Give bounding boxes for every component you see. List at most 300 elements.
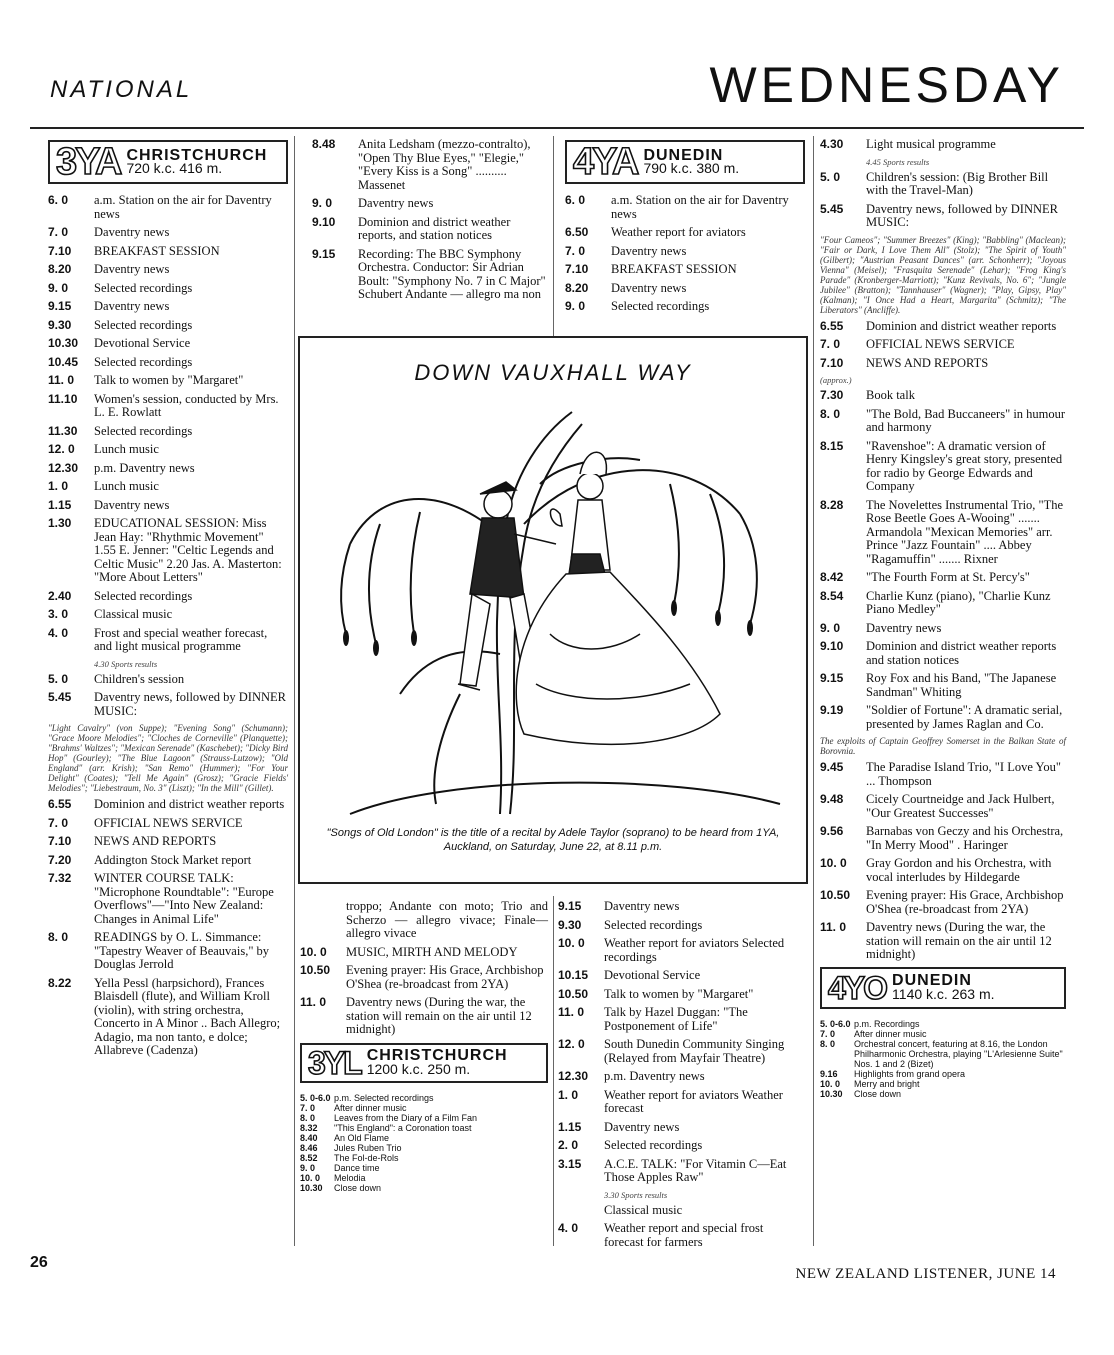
- illustration-title: DOWN VAUXHALL WAY: [414, 360, 692, 385]
- schedule-time: 7. 0: [300, 1102, 316, 1113]
- schedule-text: Weather report for aviators Selected recordings: [604, 936, 785, 964]
- station-box-4ya: [565, 140, 805, 184]
- schedule-entry: [565, 300, 805, 314]
- schedule-entry: [300, 1103, 548, 1113]
- schedule-entry: [820, 825, 1066, 852]
- station-frequency: 720 k.c. 416 m.: [126, 160, 223, 176]
- schedule-text: Evening prayer: His Grace, Archbishop O'Shea (re-broadcast from 2YA): [346, 963, 544, 991]
- schedule-list: [300, 946, 548, 1037]
- schedule-text: Lunch music: [94, 442, 159, 456]
- schedule-text: Leaves from the Diary of a Film Fan: [334, 1112, 478, 1123]
- illustration-box: [298, 336, 808, 884]
- schedule-text: Barnabas von Geczy and his Orchestra, "In Merry Mood" . Haringer: [866, 824, 1064, 852]
- schedule-entry: [820, 571, 1066, 585]
- schedule-time: 4. 0: [48, 625, 69, 640]
- schedule-entry: [300, 1143, 548, 1153]
- schedule-time: 7.10: [48, 834, 72, 848]
- schedule-text: The Novelettes Instrumental Trio, "The Rose Beetle Goes A-Wooing" ....... Armandola "Mexican Memories" arr. Prince "Jazz Fountain" .... Abbey "Ragamuffin" ....... Rixner: [866, 497, 1064, 566]
- schedule-time: 1.15: [558, 1119, 582, 1134]
- schedule-time: 10.45: [48, 354, 79, 369]
- schedule-time: 10. 0: [558, 936, 585, 950]
- schedule-list: [820, 320, 1066, 732]
- schedule-time: 9. 0: [312, 196, 333, 210]
- schedule-time: 8.20: [565, 280, 589, 295]
- schedule-text: Evening prayer: His Grace, Archbishop O'Shea (re-broadcast from 2YA): [866, 888, 1064, 916]
- schedule-time: 6.50: [565, 225, 589, 239]
- schedule-time: 9.10: [820, 639, 844, 653]
- schedule-entry: [820, 357, 1066, 371]
- schedule-text: Recording: The BBC Symphony Orchestra. Conductor: Sir Adrian Boult: "Symphony No. 7 in C Major" Schubert Andante — allegro ma non: [358, 246, 546, 301]
- schedule-text: Talk by Hazel Duggan: "The Postponement of Life": [604, 1005, 748, 1033]
- schedule-entry: [558, 1121, 806, 1135]
- station-logo-4ya: 4YA: [573, 141, 638, 183]
- schedule-time: 10.30: [48, 336, 79, 350]
- schedule-time: 9.15: [820, 671, 844, 685]
- schedule-time: 12. 0: [558, 1037, 585, 1051]
- schedule-text: The Paradise Island Trio, "I Love You" ... Thompson: [866, 760, 1061, 788]
- dinner-music-list: "Light Cavalry" (von Suppe); "Evening Song" (Schumann); "Grace Moore Melodies"; "Cloches de Corneville" (Planquette); "Brahms' Waltzes"; "Mexican Serenade" (Kaschebet); "Dicky Bird Hop" (Gourley); "The Blue Lagoon" (Strauss-Lutzow); "Old England" (arr. Krish); "San Remo" (Hummer); "For Your Delight" (Coates); "Tell Me Again" (Grosz); "Gracie Fields' Melodies"; "Liebestraum, No. 3" (Liszt); "In the Mill" (Gillet).: [48, 723, 288, 793]
- schedule-entry: [565, 245, 805, 259]
- schedule-subnote: 4.30 Sports results: [94, 658, 158, 669]
- page-day-title: WEDNESDAY: [709, 57, 1064, 113]
- schedule-entry: [48, 517, 288, 585]
- schedule-text: Melodia: [334, 1172, 366, 1183]
- schedule-entry: [48, 462, 288, 476]
- schedule-text: Dominion and district weather reports: [866, 318, 1057, 333]
- schedule-entry: [820, 921, 1066, 962]
- schedule-text: After dinner music: [334, 1102, 407, 1113]
- schedule-entry: [48, 374, 288, 388]
- schedule-text: MUSIC, MIRTH AND MELODY: [346, 944, 518, 959]
- schedule-time: 10.30: [820, 1088, 843, 1099]
- schedule-time: 8.46: [300, 1142, 318, 1153]
- schedule-time: 9.30: [558, 917, 582, 932]
- schedule-entry: [48, 226, 288, 240]
- schedule-time: 7. 0: [565, 243, 586, 258]
- schedule-time: 9.45: [820, 760, 844, 774]
- schedule-entry: [48, 300, 288, 314]
- schedule-text: Dominion and district weather reports and station notices: [866, 639, 1057, 667]
- station-box-3ya: [48, 140, 288, 184]
- schedule-time: 7.10: [565, 262, 589, 276]
- schedule-text: Daventry news, followed by DINNER MUSIC:: [866, 201, 1058, 229]
- schedule-time: 11.30: [48, 423, 78, 438]
- schedule-text: Daventry news: [94, 299, 170, 313]
- schedule-time: 9.15: [48, 299, 72, 313]
- schedule-time: 8.54: [820, 588, 844, 603]
- station-frequency: 790 k.c. 380 m.: [643, 160, 740, 176]
- schedule-entry: [48, 977, 288, 1058]
- schedule-entry: [48, 499, 288, 513]
- schedule-text: Selected recordings: [94, 317, 193, 332]
- station-frequency: 1200 k.c. 250 m.: [366, 1060, 471, 1077]
- schedule-time: 8.48: [312, 137, 336, 151]
- page-section-label: NATIONAL: [50, 76, 193, 103]
- schedule-text: Selected recordings: [604, 1138, 703, 1152]
- schedule-time: 11. 0: [300, 995, 327, 1009]
- schedule-entry: [312, 248, 548, 302]
- schedule-entry: [48, 835, 288, 849]
- schedule-time: 7.32: [48, 871, 72, 885]
- schedule-time: 9.15: [558, 899, 582, 913]
- schedule-entry: [820, 889, 1066, 916]
- schedule-text: Devotional Service: [604, 968, 701, 982]
- schedule-text: OFFICIAL NEWS SERVICE: [866, 337, 1015, 351]
- schedule-entry: [300, 946, 548, 960]
- schedule-time: 2. 0: [558, 1138, 579, 1152]
- schedule-entry: [820, 1079, 1066, 1089]
- schedule-time: 11. 0: [48, 373, 75, 387]
- schedule-text: p.m. Recordings: [854, 1018, 920, 1029]
- schedule-entry: [820, 499, 1066, 567]
- schedule-text: OFFICIAL NEWS SERVICE: [94, 815, 243, 830]
- schedule-entry: [820, 203, 1066, 230]
- schedule-text: Selected recordings: [94, 423, 193, 438]
- schedule-time: 7.10: [820, 355, 844, 370]
- schedule-text: Gray Gordon and his Orchestra, with vocal interludes by Hildegarde: [866, 856, 1052, 884]
- schedule-time: 9.30: [48, 317, 72, 332]
- schedule-time: 11.10: [48, 391, 78, 406]
- schedule-entry: [558, 1006, 806, 1033]
- schedule-time: 10.50: [820, 888, 851, 902]
- schedule-time: [558, 1204, 604, 1218]
- schedule-entry: [48, 854, 288, 868]
- schedule-entry: [820, 622, 1066, 636]
- schedule-time: 10. 0: [300, 944, 327, 959]
- schedule-time: 5. 0: [48, 671, 69, 686]
- schedule-text: The Fol-de-Rols: [334, 1152, 399, 1163]
- schedule-text: a.m. Station on the air for Daventry news: [611, 193, 789, 221]
- schedule-time: 6. 0: [48, 193, 69, 207]
- schedule-entry: [48, 590, 288, 604]
- schedule-entry: [820, 590, 1066, 617]
- schedule-time: 8.15: [820, 438, 844, 453]
- schedule-time: 8.22: [48, 975, 72, 990]
- schedule-text: Selected recordings: [94, 354, 193, 369]
- schedule-entry: [48, 319, 288, 333]
- schedule-text: BREAKFAST SESSION: [611, 262, 737, 276]
- schedule-subnote: 4.45 Sports results: [866, 156, 930, 167]
- schedule-text: BREAKFAST SESSION: [94, 243, 220, 258]
- schedule-time: 9. 0: [565, 299, 586, 313]
- schedule-entry: [300, 996, 548, 1037]
- schedule-text: Children's session: [94, 671, 185, 686]
- schedule-entry: [820, 640, 1066, 667]
- schedule-time: 5.45: [820, 201, 844, 216]
- schedule-time: 5. 0: [820, 169, 841, 184]
- schedule-entry: [565, 194, 805, 221]
- schedule-entry: [820, 704, 1066, 731]
- schedule-time: 12. 0: [48, 442, 75, 456]
- schedule-entry: [300, 1153, 548, 1163]
- schedule-entry: [820, 672, 1066, 699]
- schedule-entry: [48, 263, 288, 277]
- schedule-text: a.m. Station on the air for Daventry news: [94, 193, 272, 221]
- schedule-text: Close down: [334, 1182, 382, 1193]
- schedule-list: [820, 138, 1066, 230]
- illustration-caption: "Songs of Old London" is the title of a recital by Adele Taylor (soprano) to be heard from 1YA, Auckland, on Saturday, June 22, at 8.11 p.m.: [326, 827, 780, 853]
- schedule-entry: [48, 480, 288, 494]
- publication-footer: NEW ZEALAND LISTENER, JUNE 14: [795, 1266, 1056, 1282]
- schedule-time: 8. 0: [48, 930, 69, 944]
- schedule-text: Daventry news: [604, 1119, 680, 1134]
- schedule-note: (approx.): [820, 375, 852, 385]
- schedule-entry: [558, 1070, 806, 1084]
- schedule-text: After dinner music: [854, 1028, 927, 1039]
- schedule-text: Dance time: [334, 1162, 380, 1173]
- schedule-text: Cicely Courtneidge and Jack Hulbert, "Our Greatest Successes": [866, 792, 1055, 820]
- station-logo-3yl: 3YL: [308, 1044, 361, 1081]
- header-rule: [30, 127, 1084, 129]
- schedule-time: 9.48: [820, 792, 844, 806]
- schedule-entry: [300, 964, 548, 991]
- schedule-text: Daventry news: [358, 196, 434, 210]
- schedule-entry: [558, 1158, 806, 1185]
- schedule-entry: [48, 443, 288, 457]
- schedule-entry: [48, 393, 288, 420]
- schedule-entry: [48, 673, 288, 687]
- schedule-text: "Ravenshoe": A dramatic version of Henry Kingsley's great story, presented for radio by George Edwards and Company: [866, 438, 1063, 493]
- schedule-text: Devotional Service: [94, 336, 191, 350]
- schedule-entry: [820, 338, 1066, 352]
- schedule-text: Orchestral concert, featuring at 8.16, the London Philharmonic Orchestra, playing "L'Arlesienne Suite" Nos. 1 and 2 (Bizet): [854, 1038, 1063, 1069]
- schedule-text: Dominion and district weather reports: [94, 797, 285, 811]
- schedule-entry: [558, 900, 806, 914]
- schedule-entry: [558, 969, 806, 983]
- schedule-time: 9.16: [820, 1068, 838, 1079]
- column-divider: [813, 136, 814, 1246]
- schedule-time: 7. 0: [820, 337, 841, 351]
- schedule-entry: [300, 1173, 548, 1183]
- schedule-text: Frost and special weather forecast, and light musical programme: [94, 625, 268, 653]
- schedule-entry: [48, 282, 288, 296]
- schedule-time: 5. 0-6.0: [820, 1018, 851, 1029]
- station-box-4yo: [820, 967, 1066, 1009]
- schedule-text: Selected recordings: [94, 588, 193, 603]
- schedule-entry: [558, 1222, 806, 1249]
- schedule-list: [48, 194, 288, 718]
- schedule-entry: [48, 608, 288, 622]
- schedule-text: Yella Pessl (harpsichord), Frances Blaisdell (flute), and William Kroll (violin), with string orchestra, Concerto in A Minor .. Bach Allegro; Adagio, ma non tanto, e dolce; Allabreve (Cadenza): [94, 975, 281, 1057]
- schedule-time: 4.30: [820, 137, 844, 151]
- station-name: DUNEDIN: [892, 972, 972, 989]
- schedule-entry: [48, 356, 288, 370]
- schedule-text: Daventry news (During the war, the station will remain on the air until 12 midnight): [346, 995, 532, 1036]
- schedule-text: Book talk: [866, 388, 915, 402]
- schedule-entry: [312, 216, 548, 243]
- schedule-time: 8.32: [300, 1122, 318, 1133]
- schedule-time: 12.30: [48, 460, 79, 475]
- schedule-text: p.m. Daventry news: [94, 460, 195, 475]
- schedule-time: 7.20: [48, 852, 72, 867]
- schedule-entry: [558, 1204, 806, 1218]
- schedule-text: Close down: [854, 1088, 902, 1099]
- schedule-text: "The Bold, Bad Buccaneers" in humour and harmony: [866, 406, 1066, 434]
- continued-text: troppo; Andante con moto; Trio and Scherzo — allegro vivace; Finale—allegro vivace: [346, 899, 548, 940]
- schedule-time: 11. 0: [558, 1005, 585, 1019]
- schedule-text: Children's session: (Big Brother Bill with the Travel-Man): [866, 169, 1049, 197]
- station-logo-3ya: 3YA: [56, 141, 121, 183]
- dinner-music-list: "Four Cameos"; "Summer Breezes" (King); "Babbling" (Maclean); "Fair or Dark, I Love Them All" (Stolz); "The Spirit of Youth" (Gilbert); "Austrian Peasant Dances" (arr. Schonherr); "Joyous Vienna" (Meisel); "Frasquita Serenade" (Lehar); "Frog King's Parade" (Kronberger-Marriott); "Kunz Revivals, No. 6"; "Jungle Jubilee" (Bratton); "Tannhauser" (Wagner); "Play, Gipsy, Play" (Kalman); "I Once Had a Heart, Margarita" (Schmitz); "The Liberators" (Ancliffe).: [820, 234, 1066, 315]
- schedule-text: Highlights from grand opera: [854, 1068, 966, 1079]
- schedule-entry: [48, 245, 288, 259]
- schedule-entry: [820, 408, 1066, 435]
- station-logo-4yo: 4YO: [828, 969, 887, 1006]
- schedule-time: 10.50: [558, 986, 589, 1001]
- schedule-text: An Old Flame: [334, 1132, 390, 1143]
- schedule-entry: [48, 691, 288, 718]
- schedule-time: 2.40: [48, 588, 72, 603]
- schedule-entry: [820, 1039, 1066, 1069]
- schedule-text: Daventry news, followed by DINNER MUSIC:: [94, 690, 286, 718]
- schedule-text: Daventry news (During the war, the station will remain on the air until 12 midnight): [866, 920, 1052, 961]
- schedule-list: [565, 194, 805, 314]
- page-number: 26: [30, 1254, 48, 1271]
- schedule-entry: [558, 1038, 806, 1065]
- schedule-text: Merry and bright: [854, 1078, 920, 1089]
- schedule-time: 9. 0: [48, 280, 69, 295]
- schedule-entry: [48, 931, 288, 972]
- schedule-text: Selected recordings: [604, 917, 703, 932]
- schedule-time: 10. 0: [820, 856, 847, 870]
- schedule-text: p.m. Daventry news: [604, 1069, 705, 1083]
- schedule-time: 11. 0: [820, 920, 847, 934]
- schedule-text: Talk to women by "Margaret": [604, 986, 754, 1001]
- schedule-entry: [820, 138, 1066, 152]
- schedule-entry: [300, 1123, 548, 1133]
- schedule-time: 8. 0: [820, 406, 841, 421]
- schedule-text: p.m. Selected recordings: [334, 1092, 434, 1103]
- schedule-time: 10.15: [558, 968, 589, 982]
- schedule-list: [300, 1093, 548, 1193]
- schedule-text: Classical music: [94, 607, 173, 621]
- schedule-text: Daventry news: [611, 243, 687, 258]
- schedule-time: 7. 0: [48, 225, 69, 239]
- schedule-time: 9.10: [312, 214, 336, 229]
- schedule-time: 1.15: [48, 497, 72, 512]
- column-divider: [294, 136, 295, 1246]
- schedule-time: 7. 0: [820, 1028, 836, 1039]
- schedule-entry: [820, 857, 1066, 884]
- schedule-time: 8.40: [300, 1132, 318, 1143]
- column-4ya: [565, 138, 805, 319]
- schedule-entry: [300, 1163, 548, 1173]
- schedule-time: 7.30: [820, 388, 844, 402]
- schedule-text: Weather report for aviators Weather forecast: [604, 1087, 783, 1115]
- schedule-text: Light musical programme: [866, 137, 996, 151]
- schedule-time: 7.10: [48, 243, 72, 258]
- schedule-text: "This England": a Coronation toast: [334, 1122, 472, 1133]
- schedule-text: Dominion and district weather reports, and station notices: [358, 214, 511, 242]
- schedule-text: Roy Fox and his Band, "The Japanese Sandman" Whiting: [866, 671, 1057, 699]
- schedule-entry: [820, 761, 1066, 788]
- schedule-text: Daventry news: [604, 899, 680, 913]
- station-box-3yl: [300, 1043, 548, 1083]
- schedule-entry: [48, 337, 288, 351]
- column-4ya-late: [558, 900, 806, 1254]
- schedule-text: Jules Ruben Trio: [334, 1142, 402, 1153]
- column-3ya-late: [300, 900, 548, 1193]
- schedule-time: 12.30: [558, 1069, 589, 1083]
- schedule-text: NEWS AND REPORTS: [94, 834, 217, 848]
- schedule-list: [820, 761, 1066, 962]
- schedule-text: EDUCATIONAL SESSION: Miss Jean Hay: "Rhythmic Movement" 1.55 E. Jenner: "Celtic Legends and Celtic Music" 2.20 Jas. A. Masterton: "More About Letters": [94, 516, 282, 584]
- schedule-text: "Soldier of Fortune": A dramatic serial, presented by James Raglan and Co.: [866, 703, 1063, 731]
- schedule-time: 9.15: [312, 246, 336, 261]
- schedule-entry: [820, 1019, 1066, 1029]
- schedule-entry: [312, 138, 548, 192]
- serial-note: The exploits of Captain Geoffrey Somerset in the Balkan State of Borovnia.: [820, 736, 1066, 756]
- column-3ya-continued: [312, 138, 548, 307]
- schedule-entry: [558, 1089, 806, 1116]
- schedule-entry: [48, 425, 288, 439]
- schedule-entry: [820, 1089, 1066, 1099]
- schedule-text: Daventry news: [94, 225, 170, 239]
- schedule-list: [48, 798, 288, 1058]
- schedule-time: 6.55: [48, 797, 72, 811]
- column-divider: [553, 136, 554, 336]
- schedule-text: Selected recordings: [611, 299, 710, 313]
- schedule-text: Women's session, conducted by Mrs. L. E. Rowlatt: [94, 391, 279, 419]
- schedule-time: 8.52: [300, 1152, 318, 1163]
- schedule-text: Weather report and special frost forecast for farmers: [604, 1221, 764, 1249]
- schedule-entry: [820, 1029, 1066, 1039]
- schedule-subnote: 3.30 Sports results: [604, 1189, 668, 1200]
- schedule-time: 10. 0: [300, 1172, 321, 1183]
- schedule-text: Daventry news: [866, 620, 942, 635]
- station-name: CHRISTCHURCH: [126, 146, 268, 164]
- schedule-text: South Dunedin Community Singing (Relayed from Mayfair Theatre): [604, 1037, 785, 1065]
- schedule-entry: [820, 1069, 1066, 1079]
- schedule-entry: [558, 1139, 806, 1153]
- schedule-entry: [312, 197, 548, 211]
- schedule-list: [820, 1019, 1066, 1099]
- schedule-entry: [48, 817, 288, 831]
- schedule-text: "The Fourth Form at St. Percy's": [866, 570, 1030, 584]
- schedule-text: Addington Stock Market report: [94, 852, 252, 867]
- schedule-time: 7. 0: [48, 815, 69, 830]
- schedule-text: READINGS by O. L. Simmance: "Tapestry Weaver of Beauvais," by Douglas Jerrold: [94, 930, 270, 971]
- schedule-entry: [300, 1133, 548, 1143]
- schedule-text: Classical music: [604, 1202, 683, 1217]
- schedule-text: NEWS AND REPORTS: [866, 355, 989, 370]
- schedule-text: WINTER COURSE TALK: "Microphone Roundtable": "Europe Overflows"—"Into New Zealand: Changes in Animal Life": [94, 871, 274, 926]
- dancing-couple-illustration: [310, 394, 796, 824]
- schedule-time: 5. 0-6.0: [300, 1092, 331, 1103]
- schedule-list: [312, 138, 548, 302]
- schedule-text: Lunch music: [94, 479, 159, 493]
- schedule-time: 8.20: [48, 262, 72, 276]
- schedule-entry: [558, 988, 806, 1002]
- schedule-entry: [565, 263, 805, 277]
- schedule-time: 9. 0: [820, 620, 841, 635]
- schedule-entry: [558, 919, 806, 933]
- schedule-entry: [820, 793, 1066, 820]
- column-4ya-evening: [820, 138, 1066, 1099]
- schedule-time: 10.30: [300, 1182, 323, 1193]
- schedule-time: 1. 0: [48, 479, 69, 493]
- column-divider: [553, 896, 554, 1246]
- schedule-text: Daventry news: [611, 280, 687, 295]
- schedule-entry: [48, 194, 288, 221]
- schedule-entry: [820, 389, 1066, 403]
- schedule-text: Selected recordings: [94, 280, 193, 295]
- schedule-time: 3. 0: [48, 607, 69, 621]
- schedule-entry: [48, 798, 288, 812]
- schedule-time: 8. 0: [300, 1112, 316, 1123]
- schedule-time: 8.28: [820, 497, 844, 512]
- station-name: DUNEDIN: [643, 146, 724, 164]
